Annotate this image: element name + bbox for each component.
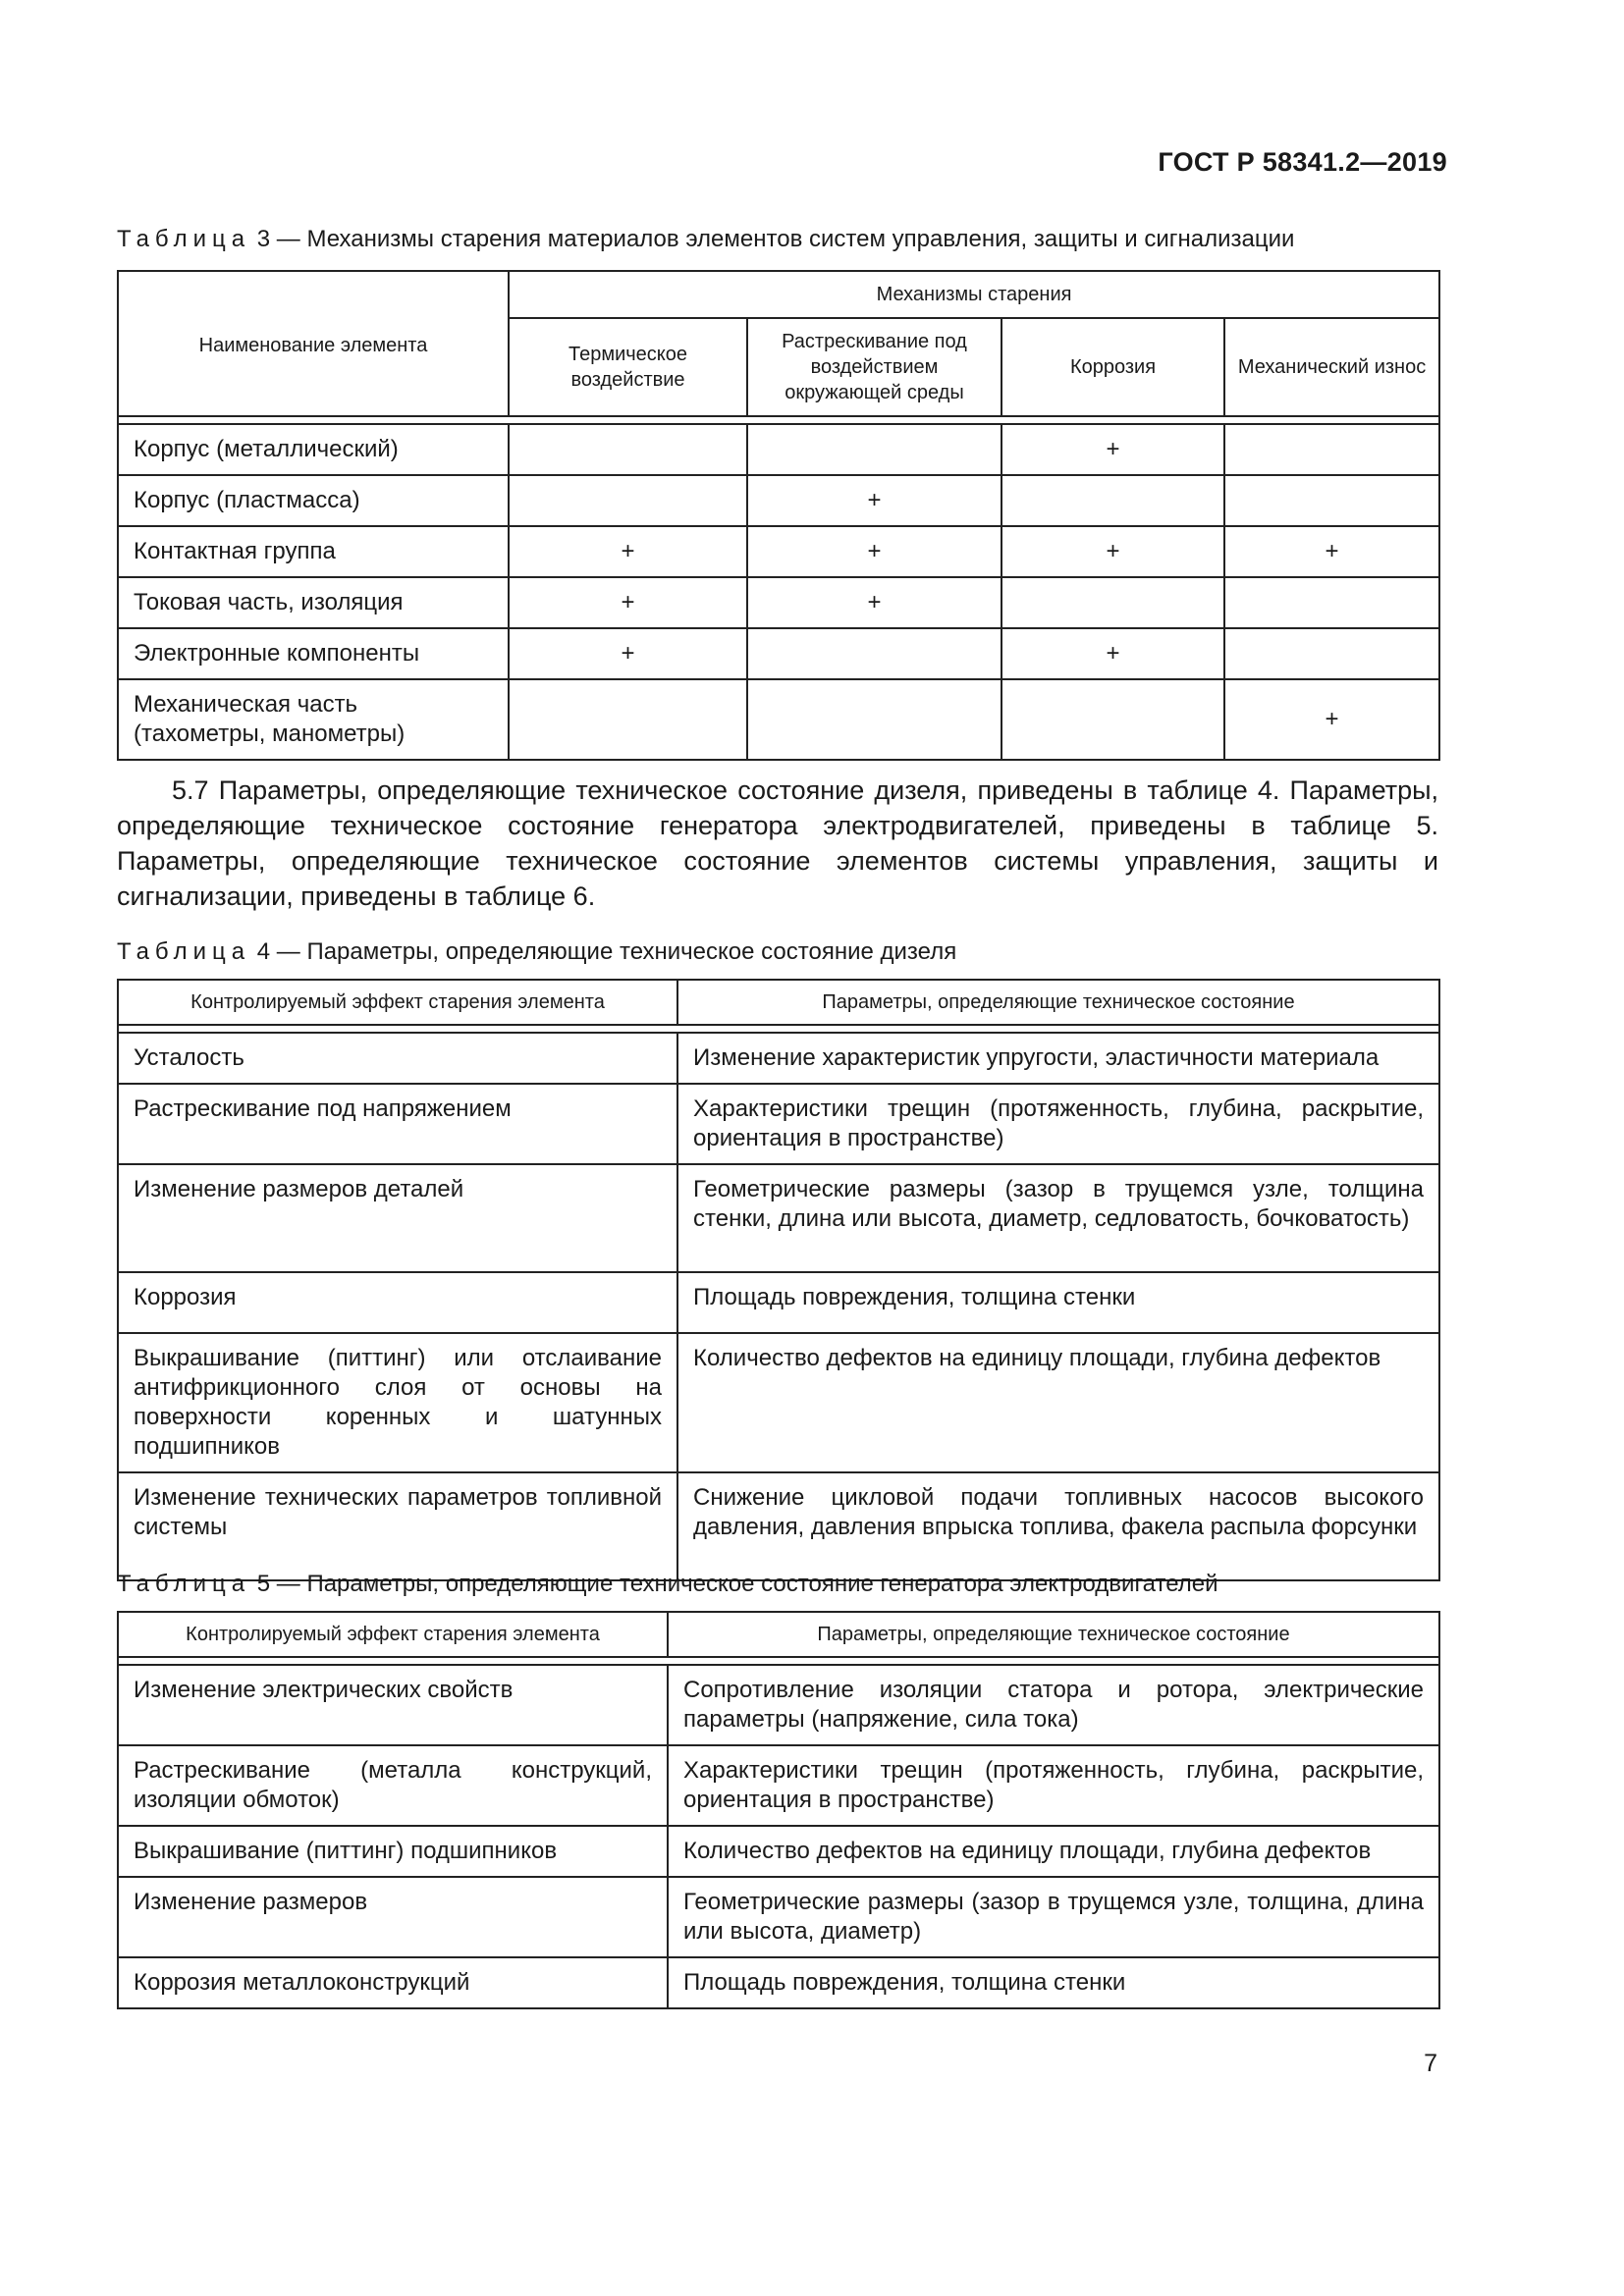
table4-caption-text: 4 — Параметры, определяющие техническое состояние дизеля — [250, 938, 957, 965]
table3-mark: + — [1001, 424, 1224, 475]
table3-mark — [509, 475, 747, 526]
table5-effect-cell: Изменение электрических свойств — [118, 1665, 668, 1745]
table-row — [118, 1877, 1439, 1957]
document-code: ГОСТ Р 58341.2—2019 — [1158, 147, 1447, 177]
table4-parameters-cell: Количество дефектов на единицу площади, глубина дефектов — [677, 1333, 1439, 1472]
table4-effect-cell: Изменение размеров деталей — [118, 1164, 677, 1272]
table4 — [117, 979, 1440, 1581]
table3-row-name: Электронные компоненты — [118, 628, 509, 679]
table-row — [118, 1333, 1439, 1472]
table-row — [118, 1033, 1439, 1084]
table3-mark: + — [1224, 526, 1439, 577]
table3-caption-prefix: Таблица — [117, 226, 251, 252]
table3-row-name: Корпус (металлический) — [118, 424, 509, 475]
table5-parameters-cell: Сопротивление изоляции статора и ротора, электрические параметры (напряжение, сила тока) — [668, 1665, 1439, 1745]
paragraph-5-7: 5.7 Параметры, определяющие техническое состояние дизеля, приведены в таблице 4. Параметры, определяющие техническое состояние генератора электродвигателей, приведены в таблице 5. Параметры, определяющие техническое состояние элементов системы управления, защиты и сигнализации, приведены в таблице 6. — [117, 775, 1438, 911]
table3-header-mechanism: Растрескивание под воздействием окружающей среды — [747, 318, 1001, 416]
table3-mark: + — [1224, 679, 1439, 760]
table-row — [118, 679, 1439, 760]
table5-header-effect: Контролируемый эффект старения элемента — [118, 1612, 668, 1657]
table3-mark — [509, 424, 747, 475]
table4-parameters-cell: Изменение характеристик упругости, эластичности материала — [677, 1033, 1439, 1084]
table3-row-name: Токовая часть, изоляция — [118, 577, 509, 628]
table3-row-name: Корпус (пластмасса) — [118, 475, 509, 526]
table4-header-effect: Контролируемый эффект старения элемента — [118, 980, 677, 1025]
table5-header-parameters: Параметры, определяющие техническое состояние — [668, 1612, 1439, 1657]
table5-parameters-cell: Количество дефектов на единицу площади, глубина дефектов — [668, 1826, 1439, 1877]
table5-caption-text: 5 — Параметры, определяющие техническое состояние генератора электродвигателей — [250, 1571, 1218, 1597]
table5-parameters-cell: Геометрические размеры (зазор в трущемся узле, толщина, длина или высота, диаметр) — [668, 1877, 1439, 1957]
table4-effect-cell: Выкрашивание (питтинг) или отслаивание антифрикционного слоя от основы на поверхности коренных и шатунных подшипников — [118, 1333, 677, 1472]
table3-header-mechanism: Коррозия — [1001, 318, 1224, 416]
table-row — [118, 628, 1439, 679]
table3-header-mechanism: Механический износ — [1224, 318, 1439, 416]
table-row — [118, 1084, 1439, 1164]
table-row — [118, 1826, 1439, 1877]
table3-mark: + — [509, 628, 747, 679]
table3-mark — [1224, 475, 1439, 526]
table3-header-group: Механизмы старения — [509, 271, 1439, 318]
table4-parameters-cell: Площадь повреждения, толщина стенки — [677, 1272, 1439, 1333]
table4-header-parameters: Параметры, определяющие техническое состояние — [677, 980, 1439, 1025]
table3-caption-text: 3 — Механизмы старения материалов элементов систем управления, защиты и сигнализации — [250, 226, 1295, 252]
table5-header-separator — [118, 1657, 1439, 1665]
table3-mark: + — [1001, 526, 1224, 577]
table4-effect-cell: Растрескивание под напряжением — [118, 1084, 677, 1164]
table3-caption — [117, 226, 1294, 253]
page-number: 7 — [1424, 2050, 1437, 2077]
table3-mark — [1001, 475, 1224, 526]
table-row — [118, 1665, 1439, 1745]
table-row — [118, 1745, 1439, 1826]
table5-effect-cell: Растрескивание (металла конструкций, изоляции обмоток) — [118, 1745, 668, 1826]
table3-mark: + — [509, 526, 747, 577]
table3-mark — [1001, 679, 1224, 760]
table3-mark — [747, 424, 1001, 475]
table3-row-name: Контактная группа — [118, 526, 509, 577]
table3-mark — [1224, 628, 1439, 679]
table-row — [118, 577, 1439, 628]
table3-row-name: Механическая часть (тахометры, манометры) — [118, 679, 509, 760]
table3-mark — [747, 628, 1001, 679]
table4-caption — [117, 938, 956, 966]
table5-parameters-cell: Площадь повреждения, толщина стенки — [668, 1957, 1439, 2008]
table4-effect-cell: Коррозия — [118, 1272, 677, 1333]
table5-parameters-cell: Характеристики трещин (протяженность, глубина, раскрытие, ориентация в пространстве) — [668, 1745, 1439, 1826]
table-row — [118, 475, 1439, 526]
table3-header-separator — [118, 416, 1439, 424]
table3-mark: + — [747, 526, 1001, 577]
table3-header-element: Наименование элемента — [118, 271, 509, 416]
table3-mark: + — [509, 577, 747, 628]
table5-caption-prefix: Таблица — [117, 1571, 251, 1597]
table4-header-separator — [118, 1025, 1439, 1033]
table-row — [118, 526, 1439, 577]
table5-effect-cell: Изменение размеров — [118, 1877, 668, 1957]
table-row — [118, 1164, 1439, 1272]
table-row — [118, 1272, 1439, 1333]
table4-caption-prefix: Таблица — [117, 938, 251, 965]
table3-mark — [1001, 577, 1224, 628]
table3-header-mechanism: Термическое воздействие — [509, 318, 747, 416]
table3-mark: + — [747, 577, 1001, 628]
table3-mark — [747, 679, 1001, 760]
table-row — [118, 1957, 1439, 2008]
table5-effect-cell: Выкрашивание (питтинг) подшипников — [118, 1826, 668, 1877]
table5 — [117, 1611, 1440, 2009]
table3 — [117, 270, 1440, 761]
table4-parameters-cell: Снижение цикловой подачи топливных насосов высокого давления, давления впрыска топлива, факела распыла форсунки — [677, 1472, 1439, 1580]
table4-parameters-cell: Характеристики трещин (протяженность, глубина, раскрытие, ориентация в пространстве) — [677, 1084, 1439, 1164]
table3-mark: + — [747, 475, 1001, 526]
table3-mark: + — [1001, 628, 1224, 679]
table4-effect-cell: Изменение технических параметров топливной системы — [118, 1472, 677, 1580]
table3-mark — [509, 679, 747, 760]
table5-caption — [117, 1571, 1218, 1598]
table5-effect-cell: Коррозия металлоконструкций — [118, 1957, 668, 2008]
table3-mark — [1224, 577, 1439, 628]
table4-parameters-cell: Геометрические размеры (зазор в трущемся узле, толщина стенки, длина или высота, диаметр, седловатость, бочковатость) — [677, 1164, 1439, 1272]
table-row — [118, 1472, 1439, 1580]
table3-mark — [1224, 424, 1439, 475]
table4-effect-cell: Усталость — [118, 1033, 677, 1084]
table-row — [118, 424, 1439, 475]
